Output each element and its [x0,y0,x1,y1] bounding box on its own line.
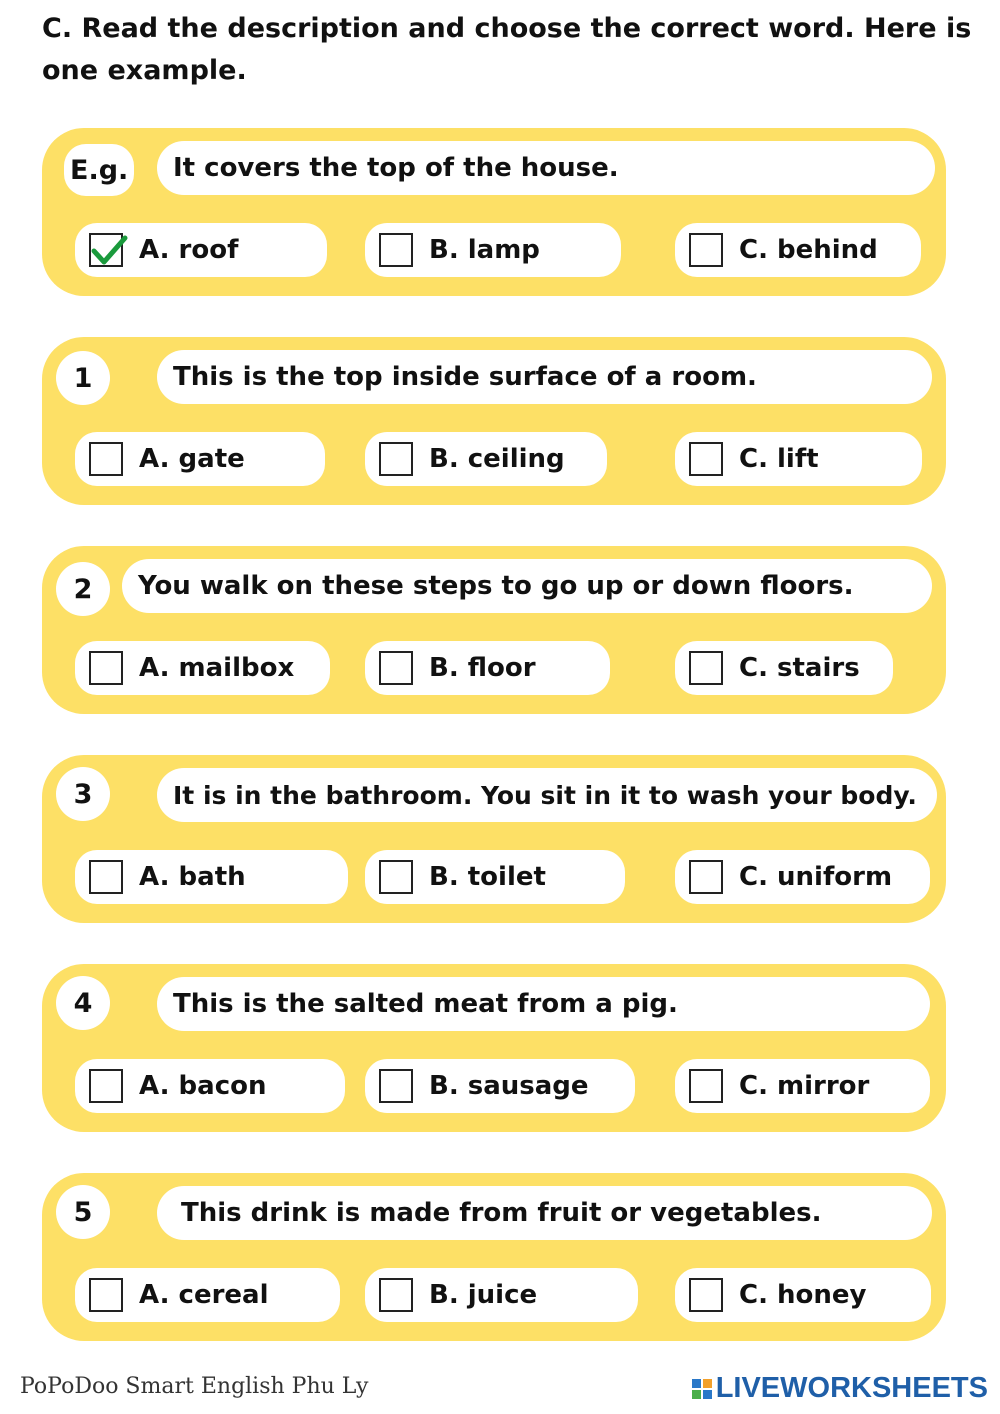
question-number: 3 [56,767,110,821]
checkbox-checked[interactable] [89,233,123,267]
option-label: A. gate [139,444,245,474]
option-label: C. uniform [739,862,893,892]
checkbox[interactable] [379,1069,413,1103]
question-panel-4 [42,964,946,1132]
liveworksheets-logo-icon [692,1379,712,1399]
option-label: B. floor [429,653,536,683]
option-label: B. toilet [429,862,546,892]
checkbox[interactable] [89,442,123,476]
question-number: 2 [56,562,110,616]
checkbox[interactable] [89,1069,123,1103]
option-b[interactable] [365,1059,635,1113]
checkbox[interactable] [689,1278,723,1312]
question-number: 5 [56,1185,110,1239]
question-text: This is the salted meat from a pig. [157,977,930,1031]
option-label: B. ceiling [429,444,565,474]
option-a[interactable] [75,432,325,486]
option-label: A. bath [139,862,246,892]
checkbox[interactable] [379,233,413,267]
option-label: A. mailbox [139,653,295,683]
checkbox[interactable] [689,860,723,894]
question-text: It is in the bathroom. You sit in it to wash your body. [157,768,937,822]
option-a[interactable] [75,1268,340,1322]
option-a[interactable] [75,641,330,695]
option-b[interactable] [365,850,625,904]
question-panel-2 [42,546,946,714]
option-b[interactable] [365,1268,638,1322]
checkbox[interactable] [89,860,123,894]
checkbox[interactable] [689,651,723,685]
option-c[interactable] [675,1059,930,1113]
option-label: C. mirror [739,1071,870,1101]
checkbox[interactable] [379,860,413,894]
option-a[interactable] [75,850,348,904]
option-label: B. sausage [429,1071,589,1101]
option-label: A. cereal [139,1280,269,1310]
question-number: 4 [56,976,110,1030]
question-panel-example [42,128,946,296]
question-panel-3 [42,755,946,923]
question-panel-1 [42,337,946,505]
question-text: You walk on these steps to go up or down floors. [122,559,932,613]
option-a[interactable] [75,1059,345,1113]
option-label: C. lift [739,444,819,474]
option-c[interactable] [675,223,921,277]
logo-text: LIVEWORKSHEETS [715,1372,988,1404]
option-label: A. bacon [139,1071,267,1101]
option-label: C. stairs [739,653,860,683]
option-c[interactable] [675,850,930,904]
instructions: C. Read the description and choose the correct word. Here is one example. [42,13,972,86]
liveworksheets-logo [692,1372,988,1405]
option-label: B. juice [429,1280,538,1310]
checkbox[interactable] [379,442,413,476]
option-b[interactable] [365,223,621,277]
footer-credit: PoPoDoo Smart English Phu Ly [20,1374,369,1399]
option-c[interactable] [675,1268,931,1322]
question-text: It covers the top of the house. [157,141,935,195]
checkbox[interactable] [89,1278,123,1312]
option-b[interactable] [365,432,607,486]
option-label: A. roof [139,235,239,265]
option-label: B. lamp [429,235,540,265]
question-number: 1 [56,351,110,405]
question-text: This is the top inside surface of a room. [157,350,932,404]
option-a[interactable] [75,223,327,277]
check-icon [89,231,129,271]
option-c[interactable] [675,641,893,695]
option-b[interactable] [365,641,610,695]
question-panel-5 [42,1173,946,1341]
question-text: This drink is made from fruit or vegetables. [157,1186,932,1240]
checkbox[interactable] [379,651,413,685]
checkbox[interactable] [89,651,123,685]
option-label: C. honey [739,1280,867,1310]
option-c[interactable] [675,432,922,486]
checkbox[interactable] [689,1069,723,1103]
checkbox[interactable] [689,442,723,476]
checkbox[interactable] [379,1278,413,1312]
question-number: E.g. [64,144,134,196]
checkbox[interactable] [689,233,723,267]
option-label: C. behind [739,235,878,265]
